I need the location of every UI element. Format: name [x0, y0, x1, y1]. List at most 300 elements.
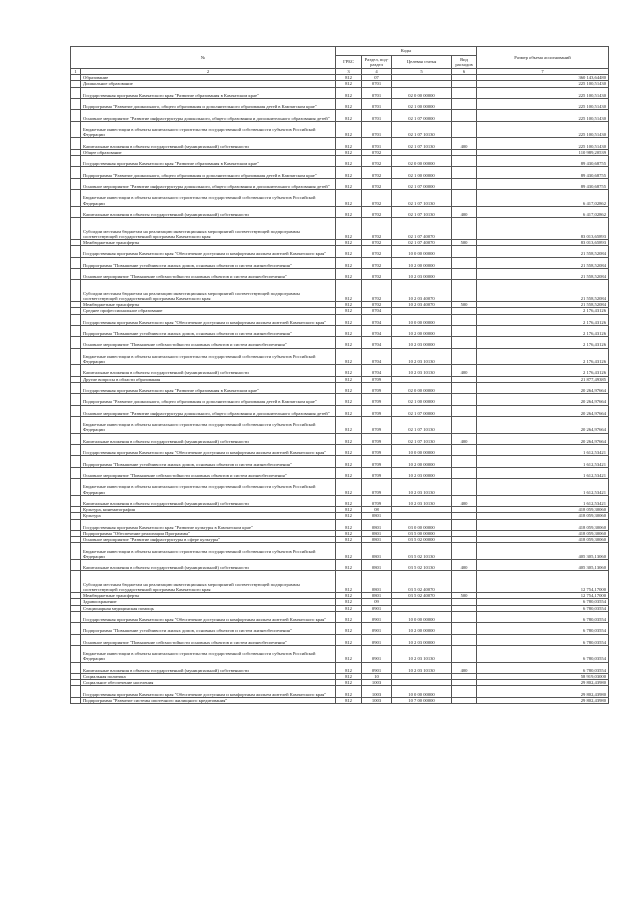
- row-number-cell: [71, 519, 81, 530]
- row-number-cell: [71, 110, 81, 121]
- target-article-cell: 10 2 03 10130: [392, 479, 452, 496]
- table-row: [71, 571, 609, 593]
- target-article-cell: 10 0 00 00000: [392, 246, 452, 257]
- item-name-cell: Подпрограмма "Повышение устойчивости жилых домов, основных объектов и систем жизнеобеспечения": [81, 456, 336, 467]
- budget-document: [70, 46, 608, 704]
- amount-cell: 6 780,03554: [477, 645, 609, 662]
- item-name-cell: Культура: [81, 513, 336, 519]
- expense-type-cell: 400: [452, 433, 477, 444]
- table-row: [71, 405, 609, 416]
- amount-cell: 20 264,97664: [477, 394, 609, 405]
- expense-type-cell: 400: [452, 662, 477, 673]
- amount-cell: 83 013,65893: [477, 218, 609, 240]
- amount-cell: 29 802,43980: [477, 697, 609, 703]
- grbs-cell: 812: [336, 87, 362, 98]
- item-name-cell: Образование: [81, 75, 336, 81]
- amount-cell: 225 100,51430: [477, 110, 609, 121]
- target-article-cell: 02 1 07 10130: [392, 417, 452, 434]
- grbs-cell: 812: [336, 382, 362, 393]
- expense-type-cell: [452, 280, 477, 302]
- expense-type-cell: [452, 325, 477, 336]
- amount-cell: 12 754,17000: [477, 593, 609, 599]
- section-cell: 1003: [362, 697, 392, 703]
- expense-type-cell: [452, 382, 477, 393]
- section-cell: 0702: [362, 155, 392, 166]
- item-name-cell: Бюджетные инвестиции в объекты капитального строительства государственной собственности субъектов Российской Федерации: [81, 543, 336, 560]
- target-article-cell: 02 1 07 00000: [392, 110, 452, 121]
- row-number-cell: [71, 467, 81, 478]
- amount-cell: 405 305,13060: [477, 543, 609, 560]
- grbs-cell: 812: [336, 513, 362, 519]
- table-row: [71, 543, 609, 560]
- target-article-cell: 10 2 03 10130: [392, 662, 452, 673]
- row-number-cell: [71, 456, 81, 467]
- expense-type-cell: [452, 623, 477, 634]
- grbs-cell: 812: [336, 268, 362, 279]
- target-article-cell: 10 2 03 10130: [392, 645, 452, 662]
- table-row: [71, 99, 609, 110]
- table-row: [71, 697, 609, 703]
- item-name-cell: Подпрограмма "Повышение устойчивости жилых домов, основных объектов и систем жизнеобеспечения": [81, 325, 336, 336]
- grbs-cell: 812: [336, 543, 362, 560]
- expense-type-cell: [452, 87, 477, 98]
- target-article-cell: 02 1 07 10130: [392, 121, 452, 138]
- target-article-cell: 03 5 02 40070: [392, 571, 452, 593]
- target-article-cell: 02 0 00 00000: [392, 87, 452, 98]
- amount-cell: 21 558,52084: [477, 268, 609, 279]
- amount-cell: 6 780,03554: [477, 605, 609, 611]
- section-cell: 09: [362, 599, 392, 605]
- section-cell: 0702: [362, 280, 392, 302]
- header-col-number: 3: [336, 69, 362, 75]
- target-article-cell: 03 5 02 00000: [392, 537, 452, 543]
- amount-cell: 2 176,43126: [477, 365, 609, 376]
- table-row: [71, 394, 609, 405]
- expense-type-cell: [452, 456, 477, 467]
- amount-cell: 1 612,53421: [477, 479, 609, 496]
- item-name-cell: Бюджетные инвестиции в объекты капитального строительства государственной собственности субъектов Российской Федерации: [81, 348, 336, 365]
- amount-cell: 6 780,03554: [477, 623, 609, 634]
- target-article-cell: 10 2 03 10130: [392, 495, 452, 506]
- grbs-cell: 812: [336, 634, 362, 645]
- section-cell: 0704: [362, 365, 392, 376]
- row-number-cell: [71, 99, 81, 110]
- amount-cell: 1 612,53421: [477, 456, 609, 467]
- target-article-cell: 02 0 00 00000: [392, 382, 452, 393]
- header-col-number: 4: [362, 69, 392, 75]
- grbs-cell: 812: [336, 257, 362, 268]
- header-vr: Вид расходов: [452, 56, 477, 69]
- grbs-cell: 812: [336, 405, 362, 416]
- amount-cell: 21 558,52084: [477, 257, 609, 268]
- grbs-cell: 812: [336, 507, 362, 513]
- amount-cell: 29 802,43980: [477, 680, 609, 686]
- amount-cell: 418 059,30060: [477, 507, 609, 513]
- amount-cell: 225 100,51430: [477, 99, 609, 110]
- expense-type-cell: [452, 155, 477, 166]
- item-name-cell: Основное мероприятие "Развитие инфраструктуры дошкольного, общего образования и дополнительного образования детей": [81, 110, 336, 121]
- expense-type-cell: [452, 611, 477, 622]
- item-name-cell: Подпрограмма "Развитие системы ипотечного жилищного кредитования": [81, 697, 336, 703]
- row-number-cell: [71, 348, 81, 365]
- row-number-cell: [71, 634, 81, 645]
- section-cell: 0702: [362, 239, 392, 245]
- table-row: [71, 634, 609, 645]
- expense-type-cell: 500: [452, 239, 477, 245]
- target-article-cell: 03 0 00 00000: [392, 519, 452, 530]
- target-article-cell: 10 0 00 00000: [392, 314, 452, 325]
- target-article-cell: 02 1 00 00000: [392, 99, 452, 110]
- table-row: [71, 456, 609, 467]
- item-name-cell: Общее образование: [81, 149, 336, 155]
- expense-type-cell: 400: [452, 138, 477, 149]
- amount-cell: 89 430,68755: [477, 178, 609, 189]
- row-number-cell: [71, 325, 81, 336]
- table-row: [71, 178, 609, 189]
- header-kody: Коды: [336, 47, 477, 56]
- grbs-cell: 812: [336, 530, 362, 536]
- table-row: [71, 479, 609, 496]
- section-cell: 0702: [362, 218, 392, 240]
- item-name-cell: Подпрограмма "Повышение устойчивости жилых домов, основных объектов и систем жизнеобеспечения": [81, 257, 336, 268]
- target-article-cell: 10 0 00 00000: [392, 611, 452, 622]
- amount-cell: 2 176,43126: [477, 348, 609, 365]
- item-name-cell: Государственная программа Камчатского края "Обеспечение доступным и комфортным жильем жителей Камчатского края": [81, 314, 336, 325]
- section-cell: 0709: [362, 445, 392, 456]
- section-cell: 0901: [362, 605, 392, 611]
- expense-type-cell: [452, 467, 477, 478]
- grbs-cell: 812: [336, 365, 362, 376]
- table-row: [71, 686, 609, 697]
- item-name-cell: Основное мероприятие "Развитие инфраструктуры дошкольного, общего образования и дополнительного образования детей": [81, 178, 336, 189]
- expense-type-cell: 500: [452, 302, 477, 308]
- row-number-cell: [71, 697, 81, 703]
- grbs-cell: 812: [336, 593, 362, 599]
- row-number-cell: [71, 121, 81, 138]
- header-col-number: 1: [71, 69, 81, 75]
- amount-cell: 21 558,52084: [477, 302, 609, 308]
- row-number-cell: [71, 623, 81, 634]
- row-number-cell: [71, 686, 81, 697]
- header-col-number: 2: [81, 69, 336, 75]
- row-number-cell: [71, 543, 81, 560]
- grbs-cell: 812: [336, 167, 362, 178]
- item-name-cell: Капитальные вложения в объекты государственной (муниципальной) собственности: [81, 559, 336, 570]
- table-row: [71, 559, 609, 570]
- grbs-cell: 812: [336, 99, 362, 110]
- grbs-cell: 812: [336, 75, 362, 81]
- grbs-cell: 812: [336, 394, 362, 405]
- amount-cell: 83 013,65893: [477, 239, 609, 245]
- amount-cell: 2 176,43126: [477, 308, 609, 314]
- item-name-cell: Стационарная медицинская помощь: [81, 605, 336, 611]
- section-cell: 0709: [362, 495, 392, 506]
- amount-cell: 20 264,97664: [477, 433, 609, 444]
- row-number-cell: [71, 138, 81, 149]
- grbs-cell: 812: [336, 433, 362, 444]
- amount-cell: 21 877,49385: [477, 376, 609, 382]
- amount-cell: 418 059,30060: [477, 519, 609, 530]
- section-cell: 0702: [362, 268, 392, 279]
- target-article-cell: 10 2 03 00000: [392, 337, 452, 348]
- budget-table: [70, 46, 609, 704]
- grbs-cell: 812: [336, 325, 362, 336]
- target-article-cell: 10 2 00 00000: [392, 456, 452, 467]
- item-name-cell: Бюджетные инвестиции в объекты капитального строительства государственной собственности субъектов Российской Федерации: [81, 121, 336, 138]
- grbs-cell: 812: [336, 537, 362, 543]
- grbs-cell: 812: [336, 559, 362, 570]
- grbs-cell: 812: [336, 206, 362, 217]
- expense-type-cell: [452, 645, 477, 662]
- row-number-cell: [71, 314, 81, 325]
- item-name-cell: Дошкольное образование: [81, 81, 336, 87]
- section-cell: 0709: [362, 376, 392, 382]
- row-number-cell: [71, 662, 81, 673]
- target-article-cell: 10 2 00 00000: [392, 623, 452, 634]
- table-row: [71, 382, 609, 393]
- grbs-cell: 812: [336, 302, 362, 308]
- target-article-cell: 10 2 03 00000: [392, 467, 452, 478]
- target-article-cell: 02 0 00 00000: [392, 155, 452, 166]
- table-row: [71, 155, 609, 166]
- expense-type-cell: [452, 257, 477, 268]
- target-article-cell: 10 2 03 40070: [392, 280, 452, 302]
- header-col-number: 6: [452, 69, 477, 75]
- item-name-cell: Субсидии местным бюджетам на реализацию инвестиционных мероприятий соответствующей подпрограммы соответствующей государственной программы Камчатского края: [81, 280, 336, 302]
- row-number-cell: [71, 445, 81, 456]
- table-row: [71, 280, 609, 302]
- header-col-number: 7: [477, 69, 609, 75]
- expense-type-cell: [452, 268, 477, 279]
- item-name-cell: Социальная политика: [81, 673, 336, 679]
- item-name-cell: Подпрограмма "Обеспечение реализации Программы": [81, 530, 336, 536]
- row-number-cell: [71, 559, 81, 570]
- row-number-cell: [71, 246, 81, 257]
- section-cell: 0901: [362, 611, 392, 622]
- item-name-cell: Основное мероприятие "Повышение сейсмостойкости основных объектов и систем жизнеобеспечения": [81, 467, 336, 478]
- item-name-cell: Подпрограмма "Развитие дошкольного, общего образования и дополнительного образования детей в Камчатском крае": [81, 394, 336, 405]
- grbs-cell: 812: [336, 149, 362, 155]
- target-article-cell: 10 2 03 00000: [392, 634, 452, 645]
- section-cell: 0901: [362, 623, 392, 634]
- item-name-cell: Основное мероприятие "Повышение сейсмостойкости основных объектов и систем жизнеобеспечения": [81, 634, 336, 645]
- item-name-cell: Подпрограмма "Развитие дошкольного, общего образования и дополнительного образования детей в Камчатском крае": [81, 99, 336, 110]
- item-name-cell: Среднее профессиональное образование: [81, 308, 336, 314]
- header-col-number: 5: [392, 69, 452, 75]
- section-cell: 0702: [362, 246, 392, 257]
- header-grbs: ГРБС: [336, 56, 362, 69]
- grbs-cell: 812: [336, 190, 362, 207]
- table-row: [71, 257, 609, 268]
- amount-cell: 20 264,97664: [477, 405, 609, 416]
- grbs-cell: 812: [336, 686, 362, 697]
- grbs-cell: 812: [336, 239, 362, 245]
- header-num: №: [71, 47, 336, 69]
- expense-type-cell: [452, 445, 477, 456]
- target-article-cell: 02 1 07 00000: [392, 178, 452, 189]
- header-sum: Размер объема ассигнований: [477, 47, 609, 69]
- amount-cell: 1 612,53421: [477, 467, 609, 478]
- grbs-cell: 812: [336, 110, 362, 121]
- expense-type-cell: [452, 110, 477, 121]
- amount-cell: 6 417,02862: [477, 190, 609, 207]
- target-article-cell: 02 1 07 40070: [392, 239, 452, 245]
- row-number-cell: [71, 178, 81, 189]
- amount-cell: 418 059,30060: [477, 530, 609, 536]
- expense-type-cell: [452, 417, 477, 434]
- item-name-cell: Государственная программа Камчатского края "Развитие образования в Камчатском крае": [81, 155, 336, 166]
- grbs-cell: 812: [336, 662, 362, 673]
- section-cell: 0801: [362, 530, 392, 536]
- expense-type-cell: [452, 697, 477, 703]
- expense-type-cell: 400: [452, 559, 477, 570]
- row-number-cell: [71, 87, 81, 98]
- table-body: [71, 75, 609, 704]
- expense-type-cell: [452, 167, 477, 178]
- table-row: [71, 110, 609, 121]
- table-row: [71, 87, 609, 98]
- section-cell: 0701: [362, 110, 392, 121]
- section-cell: 0801: [362, 537, 392, 543]
- row-number-cell: [71, 611, 81, 622]
- item-name-cell: Капитальные вложения в объекты государственной (муниципальной) собственности: [81, 365, 336, 376]
- row-number-cell: [71, 218, 81, 240]
- item-name-cell: Капитальные вложения в объекты государственной (муниципальной) собственности: [81, 662, 336, 673]
- item-name-cell: Другие вопросы в области образования: [81, 376, 336, 382]
- expense-type-cell: [452, 314, 477, 325]
- grbs-cell: 812: [336, 121, 362, 138]
- expense-type-cell: [452, 337, 477, 348]
- target-article-cell: 10 2 00 00000: [392, 325, 452, 336]
- amount-cell: 6 417,02862: [477, 206, 609, 217]
- item-name-cell: Бюджетные инвестиции в объекты капитального строительства государственной собственности субъектов Российской Федерации: [81, 417, 336, 434]
- item-name-cell: Бюджетные инвестиции в объекты капитального строительства государственной собственности субъектов Российской Федерации: [81, 645, 336, 662]
- section-cell: 0702: [362, 178, 392, 189]
- amount-cell: 89 430,68755: [477, 155, 609, 166]
- target-article-cell: 10 2 03 40070: [392, 302, 452, 308]
- item-name-cell: Государственная программа Камчатского края "Обеспечение доступным и комфортным жильем жителей Камчатского края": [81, 686, 336, 697]
- item-name-cell: Государственная программа Камчатского края "Развитие образования в Камчатском крае": [81, 382, 336, 393]
- section-cell: 0704: [362, 308, 392, 314]
- expense-type-cell: [452, 634, 477, 645]
- expense-type-cell: [452, 405, 477, 416]
- section-cell: 0801: [362, 543, 392, 560]
- header-cs: Целевая статья: [392, 56, 452, 69]
- item-name-cell: Государственная программа Камчатского края "Обеспечение доступным и комфортным жильем жителей Камчатского края": [81, 611, 336, 622]
- grbs-cell: 812: [336, 605, 362, 611]
- item-name-cell: Капитальные вложения в объекты государственной (муниципальной) собственности: [81, 495, 336, 506]
- amount-cell: 20 264,97664: [477, 382, 609, 393]
- item-name-cell: Социальное обеспечение населения: [81, 680, 336, 686]
- item-name-cell: Государственная программа Камчатского края "Развитие культуры в Камчатском крае": [81, 519, 336, 530]
- amount-cell: 2 176,43126: [477, 325, 609, 336]
- grbs-cell: 812: [336, 178, 362, 189]
- grbs-cell: 812: [336, 599, 362, 605]
- target-article-cell: 10 2 00 00000: [392, 257, 452, 268]
- expense-type-cell: [452, 686, 477, 697]
- row-number-cell: [71, 337, 81, 348]
- item-name-cell: Капитальные вложения в объекты государственной (муниципальной) собственности: [81, 138, 336, 149]
- grbs-cell: 812: [336, 376, 362, 382]
- amount-cell: 21 558,52084: [477, 246, 609, 257]
- expense-type-cell: [452, 519, 477, 530]
- expense-type-cell: [452, 543, 477, 560]
- grbs-cell: 812: [336, 495, 362, 506]
- row-number-cell: [71, 155, 81, 166]
- section-cell: 0709: [362, 394, 392, 405]
- row-number-cell: [71, 268, 81, 279]
- section-cell: 0702: [362, 149, 392, 155]
- header-razd: Раздел, под-раздел: [362, 56, 392, 69]
- amount-cell: 12 754,17000: [477, 571, 609, 593]
- amount-cell: 110 989,20539: [477, 149, 609, 155]
- grbs-cell: 812: [336, 155, 362, 166]
- grbs-cell: 812: [336, 218, 362, 240]
- expense-type-cell: [452, 178, 477, 189]
- table-row: [71, 325, 609, 336]
- row-number-cell: [71, 167, 81, 178]
- item-name-cell: Государственная программа Камчатского края "Обеспечение доступным и комфортным жильем жителей Камчатского края": [81, 445, 336, 456]
- item-name-cell: Государственная программа Камчатского края "Обеспечение доступным и комфортным жильем жителей Камчатского края": [81, 246, 336, 257]
- row-number-cell: [71, 190, 81, 207]
- section-cell: 0901: [362, 634, 392, 645]
- item-name-cell: Основное мероприятие "Развитие инфраструктуры дошкольного, общего образования и дополнительного образования детей": [81, 405, 336, 416]
- table-row: [71, 365, 609, 376]
- target-article-cell: 03 5 02 10130: [392, 543, 452, 560]
- item-name-cell: Межбюджетные трансферты: [81, 593, 336, 599]
- table-row: [71, 417, 609, 434]
- section-cell: 0702: [362, 302, 392, 308]
- target-article-cell: 02 1 00 00000: [392, 167, 452, 178]
- table-row: [71, 662, 609, 673]
- target-article-cell: 10 0 00 00000: [392, 686, 452, 697]
- header-row-top: [71, 47, 609, 56]
- row-number-cell: [71, 405, 81, 416]
- row-number-cell: [71, 433, 81, 444]
- target-article-cell: 10 2 03 00000: [392, 268, 452, 279]
- item-name-cell: Основное мероприятие "Повышение сейсмостойкости основных объектов и систем жизнеобеспечения": [81, 268, 336, 279]
- section-cell: 0709: [362, 405, 392, 416]
- item-name-cell: Межбюджетные трансферты: [81, 302, 336, 308]
- item-name-cell: Культура, кинематография: [81, 507, 336, 513]
- grbs-cell: 812: [336, 673, 362, 679]
- section-cell: 0701: [362, 99, 392, 110]
- table-row: [71, 433, 609, 444]
- item-name-cell: Капитальные вложения в объекты государственной (муниципальной) собственности: [81, 206, 336, 217]
- expense-type-cell: 400: [452, 206, 477, 217]
- expense-type-cell: [452, 121, 477, 138]
- amount-cell: 418 059,30060: [477, 513, 609, 519]
- target-article-cell: 03 5 02 10130: [392, 559, 452, 570]
- section-cell: 0709: [362, 417, 392, 434]
- row-number-cell: [71, 206, 81, 217]
- item-name-cell: Основное мероприятие "Развитие инфраструктуры в сфере культуры": [81, 537, 336, 543]
- section-cell: 0704: [362, 325, 392, 336]
- item-name-cell: Межбюджетные трансферты: [81, 239, 336, 245]
- amount-cell: 29 802,43980: [477, 686, 609, 697]
- grbs-cell: 812: [336, 280, 362, 302]
- amount-cell: 2 176,43126: [477, 337, 609, 348]
- expense-type-cell: [452, 479, 477, 496]
- row-number-cell: [71, 394, 81, 405]
- table-row: [71, 337, 609, 348]
- grbs-cell: 812: [336, 467, 362, 478]
- expense-type-cell: [452, 348, 477, 365]
- amount-cell: 225 100,51430: [477, 138, 609, 149]
- table-row: [71, 246, 609, 257]
- item-name-cell: Здравоохранение: [81, 599, 336, 605]
- target-article-cell: 02 1 07 10130: [392, 206, 452, 217]
